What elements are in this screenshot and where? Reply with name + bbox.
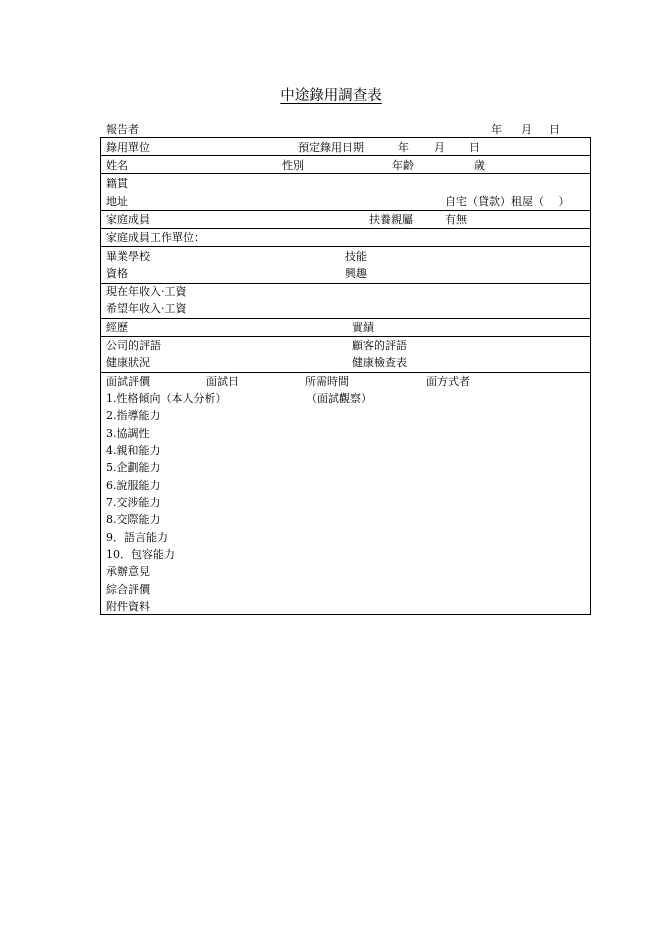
has-none-label: 有無	[445, 213, 467, 226]
dependents-label: 扶養親屬	[369, 213, 413, 226]
company-comment-label: 公司的評語	[106, 339, 161, 352]
interests-label: 興趣	[345, 267, 367, 280]
age-unit-label: 歲	[474, 159, 485, 172]
header-day-label: 日	[549, 123, 560, 136]
attachments-label: 附件資料	[106, 600, 150, 613]
row-divider	[100, 228, 591, 229]
list-item: 4.親和能力	[106, 444, 161, 457]
planned-month-label: 月	[434, 141, 445, 154]
current-income-label: 現在年收入·工資	[106, 285, 187, 298]
list-item: 1.性格傾向（本人分析）	[106, 392, 227, 405]
gender-label: 性別	[282, 159, 304, 172]
expected-income-label: 希望年收入·工資	[106, 302, 187, 315]
interview-date-label: 面試日	[206, 375, 239, 388]
table-top-border	[100, 137, 591, 138]
list-item: 7.交涉能力	[106, 496, 161, 509]
health-report-label: 健康檢查表	[352, 356, 407, 369]
planned-day-label: 日	[469, 141, 480, 154]
row-divider	[100, 372, 591, 373]
time-required-label: 所需時間	[305, 375, 349, 388]
reporter-label: 報告者	[106, 123, 139, 136]
hometown-label: 籍貫	[106, 177, 128, 190]
planned-year-label: 年	[398, 141, 409, 154]
list-item: 5.企劃能力	[106, 461, 161, 474]
planned-date-label: 預定錄用日期	[298, 141, 364, 154]
header-year-label: 年	[491, 123, 502, 136]
list-item: 8.交際能力	[106, 513, 161, 526]
age-label: 年齡	[392, 159, 414, 172]
row-divider	[100, 155, 591, 156]
document-title: 中途錄用調查表	[280, 88, 382, 104]
table-right-border	[590, 137, 591, 615]
address-label: 地址	[106, 195, 128, 208]
table-bottom-border	[100, 614, 591, 615]
row-divider	[100, 210, 591, 211]
family-label: 家庭成員	[106, 213, 150, 226]
housing-label: 自宅（貸款）租屋（ ）	[445, 195, 570, 208]
list-item: 10．包容能力	[106, 548, 175, 561]
overall-evaluation-label: 綜合評價	[106, 583, 150, 596]
list-item: 9．語言能力	[106, 531, 168, 544]
row-divider	[100, 173, 591, 174]
row-divider	[100, 246, 591, 247]
row-divider	[100, 283, 591, 284]
row-divider	[100, 318, 591, 319]
achievements-label: 實績	[352, 321, 374, 334]
header-month-label: 月	[521, 123, 532, 136]
row-divider	[100, 336, 591, 337]
school-label: 畢業學校	[106, 250, 150, 263]
table-left-border	[100, 137, 101, 615]
observation-label: （面試觀察）	[306, 392, 372, 405]
list-item: 6.說服能力	[106, 479, 161, 492]
list-item: 2.指導能力	[106, 409, 161, 422]
list-item: 3.協調性	[106, 427, 150, 440]
experience-label: 經歷	[106, 321, 128, 334]
family-work-label: 家庭成員工作單位：	[106, 231, 205, 244]
interview-method-label: 面方式者	[426, 375, 470, 388]
qualification-label: 資格	[106, 267, 128, 280]
skills-label: 技能	[345, 250, 367, 263]
interview-evaluation-label: 面試評價	[106, 375, 150, 388]
name-label: 姓名	[106, 159, 128, 172]
health-label: 健康狀況	[106, 356, 150, 369]
handler-opinion-label: 承辦意見	[106, 565, 150, 578]
unit-label: 錄用單位	[106, 141, 150, 154]
customer-comment-label: 顧客的評語	[352, 339, 407, 352]
